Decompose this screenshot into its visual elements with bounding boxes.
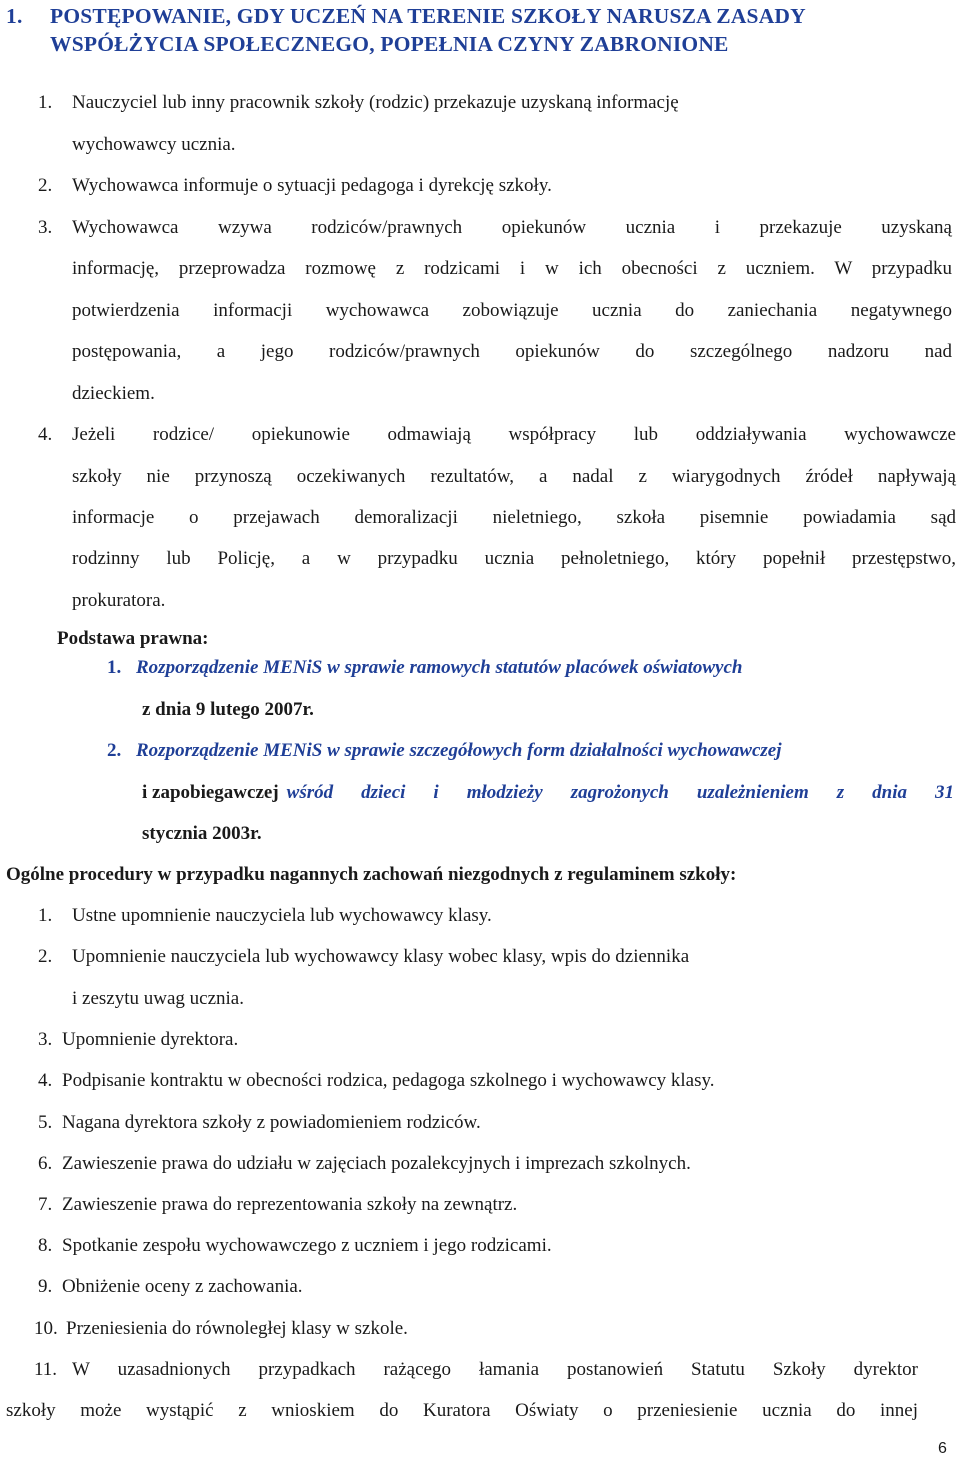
procedure-number: 6. — [38, 1153, 53, 1174]
procedure-text: Ustne upomnienie nauczyciela lub wychowawcy klasy. — [72, 905, 492, 926]
step-text: postępowania, a jego rodziców/prawnych opiekunów do szczególnego nadzoru nad — [72, 341, 952, 362]
step-text: Nauczyciel lub inny pracownik szkoły (rodzic) przekazuje uzyskaną informację — [72, 92, 679, 113]
procedure-number: 4. — [38, 1070, 53, 1091]
step-text: Jeżeli rodzice/ opiekunowie odmawiają współpracy lub oddziaływania wychowawcze — [72, 424, 956, 445]
step-text: szkoły nie przynoszą oczekiwanych rezultatów, a nadal z wiarygodnych źródeł napływają — [72, 466, 956, 487]
legal-item-text: i zapobiegawczej — [142, 782, 279, 803]
step-text: rodzinny lub Policję, a w przypadku ucznia pełnoletniego, który popełnił przestępstwo, — [72, 548, 956, 569]
procedure-number: 10. — [34, 1318, 58, 1339]
legal-item-text: wśród dzieci i młodzieży zagrożonych uzależnieniem z dnia 31 — [286, 782, 954, 803]
procedure-text: i zeszytu uwag ucznia. — [72, 988, 244, 1009]
step-text: prokuratora. — [72, 590, 166, 611]
section-number: 1. — [6, 4, 23, 28]
procedure-number: 9. — [38, 1276, 53, 1297]
procedure-text: Zawieszenie prawa do udziału w zajęciach pozalekcyjnych i imprezach szkolnych. — [62, 1153, 691, 1174]
step-text: potwierdzenia informacji wychowawca zobowiązuje ucznia do zaniechania negatywnego — [72, 300, 952, 321]
legal-item-date: z dnia 9 lutego 2007r. — [142, 699, 314, 720]
procedures-heading: Ogólne procedury w przypadku nagannych zachowań niezgodnych z regulaminem szkoły: — [6, 864, 737, 885]
procedure-number: 1. — [38, 905, 53, 926]
procedure-text: Zawieszenie prawa do reprezentowania szkoły na zewnątrz. — [62, 1194, 518, 1215]
procedure-text: W uzasadnionych przypadkach rażącego łamania postanowień Statutu Szkoły dyrektor — [72, 1359, 918, 1380]
legal-heading: Podstawa prawna: — [57, 628, 209, 649]
procedure-text: Spotkanie zespołu wychowawczego z uczniem i jego rodzicami. — [62, 1235, 552, 1256]
legal-item-number: 2. — [107, 740, 122, 761]
procedure-number: 11. — [34, 1359, 58, 1380]
step-text: informacje o przejawach demoralizacji nieletniego, szkoła pisemnie powiadamia sąd — [72, 507, 956, 528]
procedure-text: Podpisanie kontraktu w obecności rodzica, pedagoga szkolnego i wychowawcy klasy. — [62, 1070, 715, 1091]
procedure-text: Przeniesienia do równoległej klasy w szkole. — [66, 1318, 408, 1339]
step-number: 4. — [38, 424, 53, 445]
step-text: wychowawcy ucznia. — [72, 134, 236, 155]
legal-item-title: Rozporządzenie MENiS w sprawie ramowych statutów placówek oświatowych — [136, 657, 743, 678]
step-text: dzieckiem. — [72, 383, 155, 404]
procedure-text: Upomnienie dyrektora. — [62, 1029, 239, 1050]
step-number: 2. — [38, 175, 53, 196]
procedure-text: Nagana dyrektora szkoły z powiadomieniem rodziców. — [62, 1112, 481, 1133]
page-number: 6 — [938, 1440, 947, 1457]
legal-item-date: stycznia 2003r. — [142, 823, 262, 844]
procedure-text: Obniżenie oceny z zachowania. — [62, 1276, 303, 1297]
section-title-line2: WSPÓŁŻYCIA SPOŁECZNEGO, POPEŁNIA CZYNY ZABRONIONE — [50, 32, 729, 56]
section-title-line1: POSTĘPOWANIE, GDY UCZEŃ NA TERENIE SZKOŁY NARUSZA ZASADY — [50, 4, 806, 28]
procedure-number: 2. — [38, 946, 53, 967]
step-number: 1. — [38, 92, 53, 113]
legal-item-title: Rozporządzenie MENiS w sprawie szczegółowych form działalności wychowawczej — [136, 740, 782, 761]
step-text: Wychowawca wzywa rodziców/prawnych opiekunów ucznia i przekazuje uzyskaną — [72, 217, 952, 238]
procedure-number: 7. — [38, 1194, 53, 1215]
procedure-number: 5. — [38, 1112, 53, 1133]
legal-item-number: 1. — [107, 657, 122, 678]
step-number: 3. — [38, 217, 53, 238]
step-text: informację, przeprowadza rozmowę z rodzicami i w ich obecności z uczniem. W przypadku — [72, 258, 952, 279]
step-text: Wychowawca informuje o sytuacji pedagoga i dyrekcję szkoły. — [72, 175, 552, 196]
procedure-text: szkoły może wystąpić z wnioskiem do Kuratora Oświaty o przeniesienie ucznia do innej — [6, 1400, 918, 1421]
procedure-number: 8. — [38, 1235, 53, 1256]
legal-item-line — [142, 782, 954, 804]
procedure-text: Upomnienie nauczyciela lub wychowawcy klasy wobec klasy, wpis do dziennika — [72, 946, 690, 967]
procedure-number: 3. — [38, 1029, 53, 1050]
